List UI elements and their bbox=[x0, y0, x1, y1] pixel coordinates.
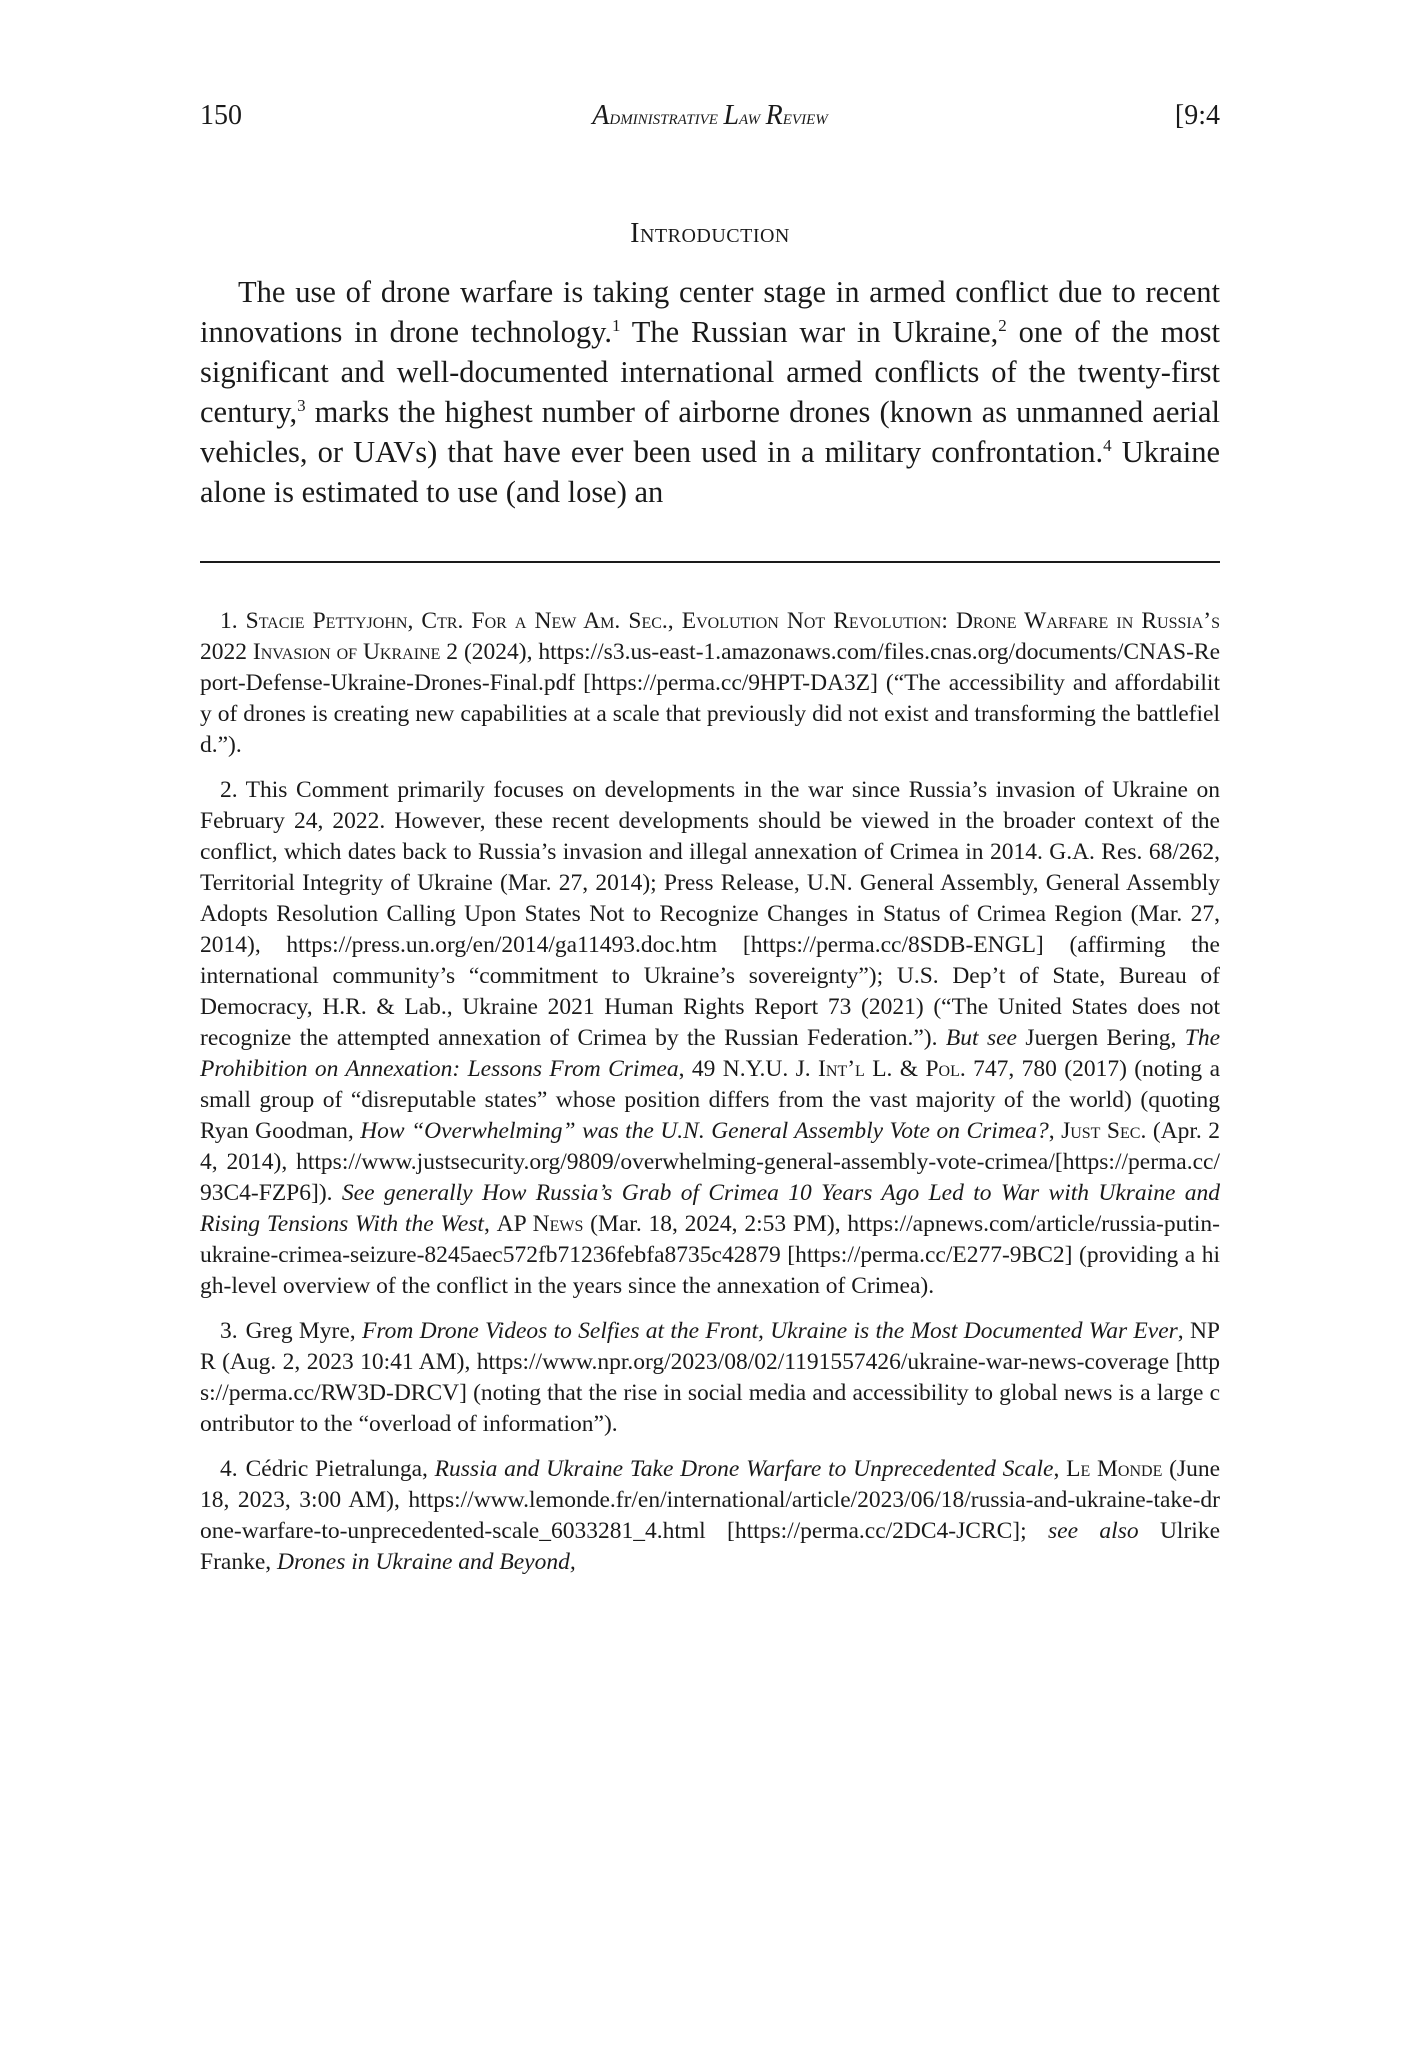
footnote-divider bbox=[200, 561, 1220, 563]
footnote-2: 2. This Comment primarily focuses on developments in the war since Russia’s invasion of Ukraine on February 24, 2022. However, these recent developments should be viewed in the broader context of the conflict, which dates back to Russia’s invasion and illegal annexation of Crimea in 2014. G.A. Res. 68/262, Territorial Integrity of Ukraine (Mar. 27, 2014); Press Release, U.N. General Assembly, General Assembly Adopts Resolution Calling Upon States Not to Recognize Changes in Status of Crimea Region (Mar. 27, 2014), https://press.un.org/en/2014/ga11493.doc.htm [https://perma.cc/8SDB-ENGL] (affirming the international community’s “commitment to Ukraine’s sovereignty”); U.S. Dep’t of State, Bureau of Democracy, H.R. & Lab., Ukraine 2021 Human Rights Report 73 (2021) (“The United States does not recognize the attempted annexation of Crimea by the Russian Federation.”). But see Juergen Bering, The Prohibition on Annexation: Lessons From Crimea, 49 N.Y.U. J. Int’l L. & Pol. 747, 780 (2017) (noting a small group of “disreputable states” whose position differs from the vast majority of the world) (quoting Ryan Goodman, How “Overwhelming” was the U.N. General Assembly Vote on Crimea?, Just Sec. (Apr. 24, 2014), https://www.justsecurity.org/9809/overwhelming-general-assembly-vote-crimea/[https://perma.cc/93C4-FZP6]). See generally How Russia’s Grab of Crimea 10 Years Ago Led to War with Ukraine and Rising Tensions With the West, AP News (Mar. 18, 2024, 2:53 PM), https://apnews.com/article/russia-putin-ukraine-crimea-seizure-8245aec572fb71236febfa8735c42879 [https://perma.cc/E277-9BC2] (providing a high-level overview of the conflict in the years since the annexation of Crimea). bbox=[200, 777, 1221, 1299]
page-number: 150 bbox=[200, 100, 242, 131]
footnotes bbox=[200, 606, 1220, 1592]
running-head bbox=[200, 100, 1220, 140]
paragraph: The use of drone warfare is taking center stage in armed conflict due to recent innovations in drone technology.$^1$ The Russian war in Ukraine,$^2$ one of the most significant and well-documented international armed conflicts of the twenty-first century,$^3$ marks the highest number of airborne drones (known as unmanned aerial vehicles, or UAVs) that have ever been used in a military confrontation.$^4$ Ukraine alone is estimated to use (and lose) an bbox=[200, 275, 1220, 509]
section-heading: Introduction bbox=[630, 218, 790, 249]
volume-issue: [9:4 bbox=[1174, 100, 1220, 131]
footnote-ref[interactable]: 1 bbox=[612, 316, 621, 335]
footnote-ref[interactable]: 3 bbox=[297, 396, 306, 415]
footnote-ref[interactable]: 4 bbox=[1103, 436, 1112, 455]
footnote-ref[interactable]: 2 bbox=[998, 316, 1007, 335]
body-text bbox=[200, 272, 1220, 512]
journal-name: Administrative Law Review bbox=[592, 100, 828, 131]
footnote-4: 4. Cédric Pietralunga, Russia and Ukraine Take Drone Warfare to Unprecedented Scale, Le Monde (June 18, 2023, 3:00 AM), https://www.lemonde.fr/en/international/article/2023/06/18/russia-and-ukraine-take-drone-warfare-to-unprecedented-scale_6033281_4.html [https://perma.cc/2DC4-JCRC]; see also Ulrike Franke, Drones in Ukraine and Beyond, bbox=[200, 1456, 1220, 1575]
footnote-3: 3. Greg Myre, From Drone Videos to Selfies at the Front, Ukraine is the Most Documented War Ever, NPR (Aug. 2, 2023 10:41 AM), https://www.npr.org/2023/08/02/1191557426/ukraine-war-news-coverage [https://perma.cc/RW3D-DRCV] (noting that the rise in social media and accessibility to global news is a large contributor to the “overload of information”). bbox=[200, 1318, 1220, 1437]
footnote-1: 1. Stacie Pettyjohn, Ctr. For a New Am. Sec., Evolution Not Revolution: Drone Warfare in Russia’s 2022 Invasion of Ukraine 2 (2024), https://s3.us-east-1.amazonaws.com/files.cnas.org/documents/CNAS-Report-Defense-Ukraine-Drones-Final.pdf [https://perma.cc/9HPT-DA3Z] (“The accessibility and affordability of drones is creating new capabilities at a scale that previously did not exist and transforming the battlefield.”). bbox=[200, 608, 1220, 758]
